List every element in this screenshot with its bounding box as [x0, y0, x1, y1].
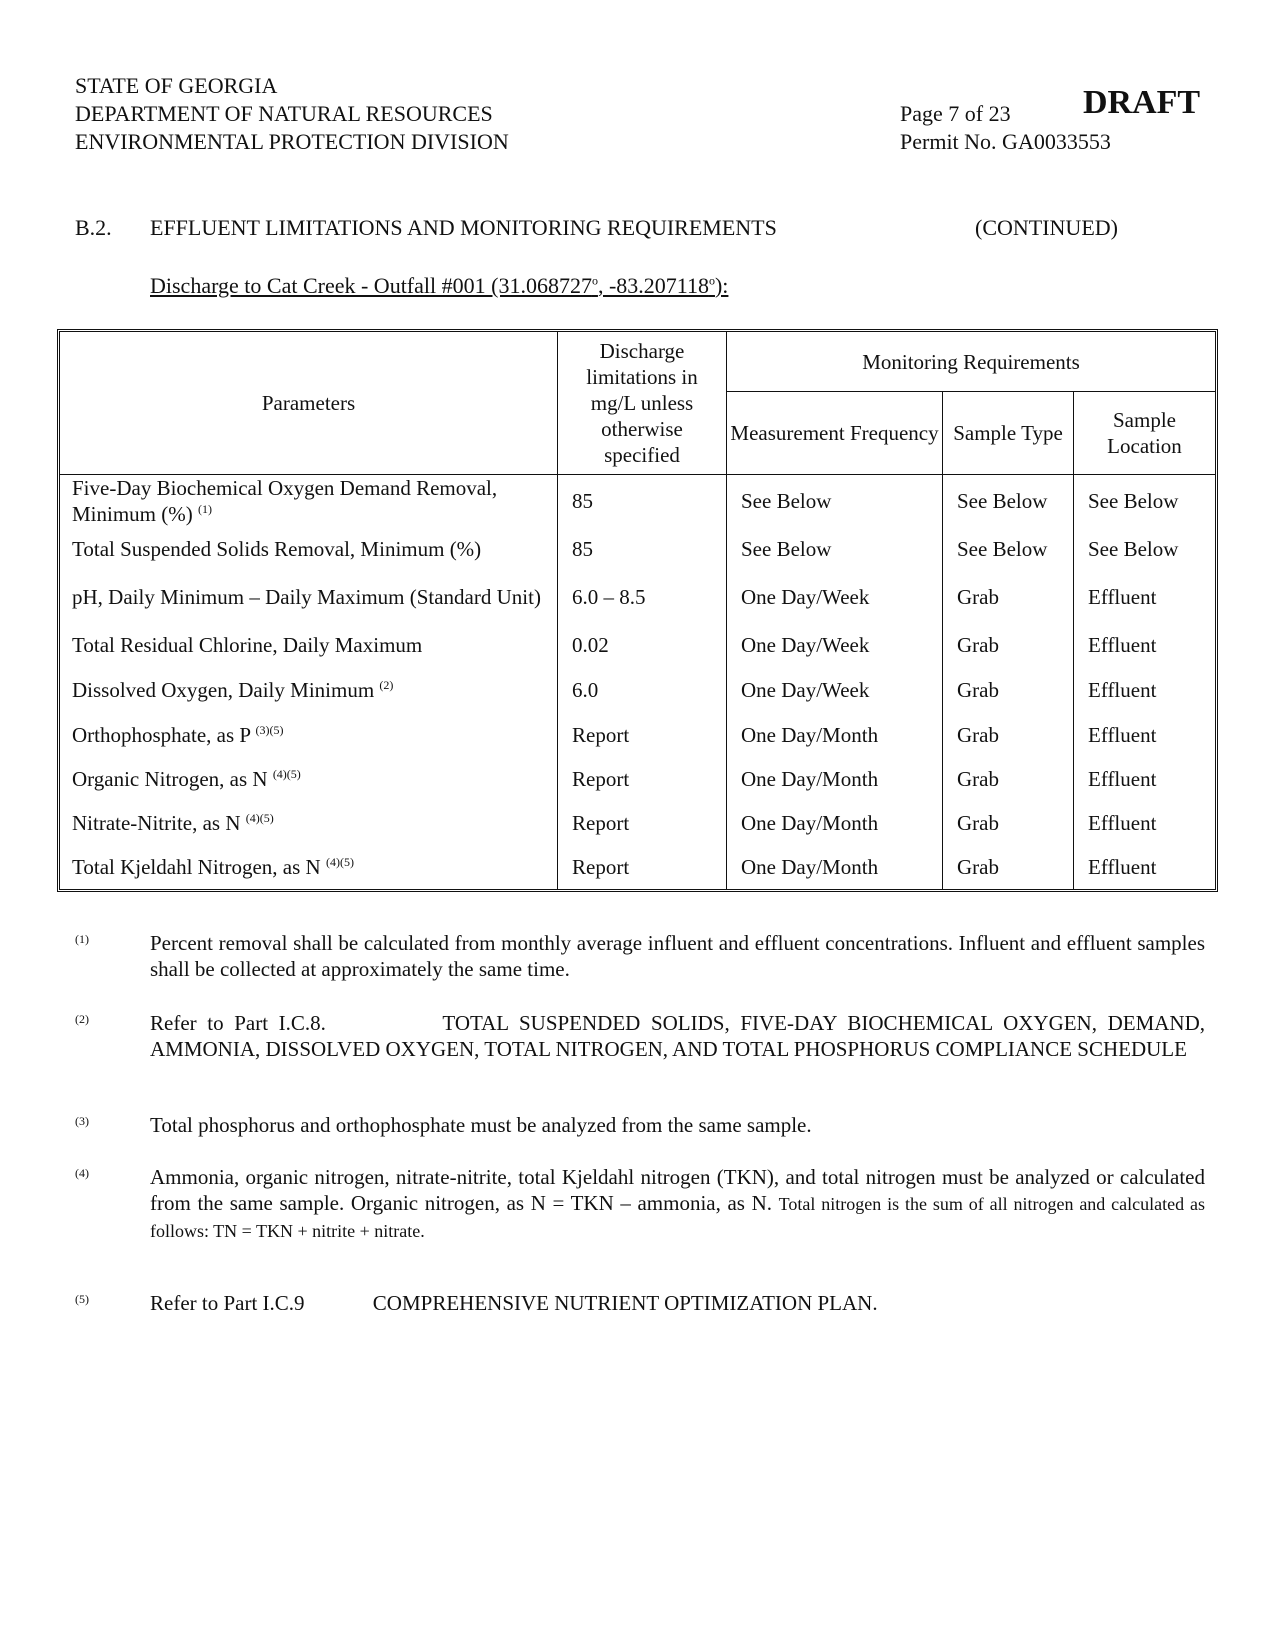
- param-name: Nitrate-Nitrite, as N: [72, 811, 241, 835]
- sample-type-cell: Grab: [943, 713, 1074, 757]
- frequency-cell: One Day/Month: [727, 757, 943, 801]
- footnote-3: [75, 1112, 1205, 1138]
- param-name: Total Kjeldahl Nitrogen, as N: [72, 855, 321, 879]
- page-number: Page 7 of 23: [900, 101, 1011, 126]
- param-name: Total Suspended Solids Removal, Minimum (%): [72, 537, 482, 561]
- footnote-mark: (4): [75, 1166, 89, 1180]
- param-name: Orthophosphate, as P: [72, 723, 251, 747]
- sample-location-cell: Effluent: [1088, 811, 1157, 835]
- footnote-text-small: Total nitrogen is the sum of all nitrogen and calculated as follows: TN = TKN + nitrite + nitrate.: [150, 1194, 1206, 1241]
- footnote-ref: Refer to Part I.C.9: [150, 1291, 305, 1315]
- draft-stamp: DRAFT: [1083, 84, 1201, 121]
- footnote-mark: (3): [75, 1114, 89, 1128]
- footnote-mark: (5): [75, 1292, 89, 1306]
- sample-location-cell: See Below: [1088, 489, 1179, 513]
- param-cell: [60, 475, 558, 527]
- footnote-ref: Refer to Part I.C.8.: [150, 1011, 326, 1035]
- frequency-cell: One Day/Month: [727, 845, 943, 889]
- limit-cell: Report: [558, 713, 727, 757]
- header-discharge-limits: Discharge limitations in mg/L unless otherwise specified: [558, 332, 727, 475]
- header-sample-type: Sample Type: [943, 392, 1074, 475]
- footnote-mark: (1): [75, 932, 89, 946]
- param-cell: [60, 757, 558, 801]
- footnote-ref-mark: (3)(5): [255, 723, 284, 737]
- param-cell: [60, 527, 558, 571]
- table-row: [60, 713, 1215, 757]
- footnote-4: [75, 1164, 1205, 1244]
- table-row: [60, 801, 1215, 845]
- limit-cell: 6.0: [558, 667, 727, 713]
- agency-department: DEPARTMENT OF NATURAL RESOURCES: [75, 101, 493, 126]
- agency-division: ENVIRONMENTAL PROTECTION DIVISION: [75, 129, 509, 154]
- effluent-limits-table: [57, 329, 1218, 892]
- frequency-cell: One Day/Week: [727, 623, 943, 667]
- sample-type-cell: See Below: [943, 475, 1074, 527]
- footnote-5: [75, 1290, 1205, 1316]
- param-name: Total Residual Chlorine, Daily Maximum: [72, 633, 423, 657]
- param-name: Organic Nitrogen, as N: [72, 767, 268, 791]
- sample-type-cell: Grab: [943, 667, 1074, 713]
- param-cell: [60, 845, 558, 889]
- footnote-ref-mark: (2): [379, 678, 394, 692]
- frequency-cell: One Day/Week: [727, 571, 943, 623]
- param-cell: [60, 623, 558, 667]
- footnote-ref-mark: (1): [198, 502, 212, 516]
- sample-type-cell: Grab: [943, 757, 1074, 801]
- sample-location-cell: Effluent: [1088, 767, 1157, 791]
- param-name: Five-Day Biochemical Oxygen Demand Removal, Minimum (%): [72, 476, 498, 526]
- param-name: Dissolved Oxygen, Daily Minimum: [72, 678, 375, 702]
- header-frequency: Measurement Frequency: [727, 392, 943, 475]
- limit-cell: 85: [558, 527, 727, 571]
- limit-cell: Report: [558, 757, 727, 801]
- table-row: [60, 623, 1215, 667]
- agency-block: [75, 72, 509, 156]
- section-number: B.2.: [75, 215, 112, 240]
- agency-state: STATE OF GEORGIA: [75, 73, 278, 98]
- table-row: [60, 845, 1215, 889]
- limit-cell: Report: [558, 801, 727, 845]
- table-row: [60, 757, 1215, 801]
- table-row: [60, 571, 1215, 623]
- limit-cell: 6.0 – 8.5: [558, 571, 727, 623]
- frequency-cell: One Day/Week: [727, 667, 943, 713]
- header-monitoring: Monitoring Requirements: [727, 332, 1215, 392]
- discharge-location: Discharge to Cat Creek - Outfall #001 (31.068727$^o$, -83.207118$^o$):: [150, 273, 729, 298]
- limit-cell: 0.02: [558, 623, 727, 667]
- sample-location-cell: Effluent: [1088, 633, 1157, 657]
- sample-location-cell: Effluent: [1088, 855, 1157, 879]
- header-sample-location: Sample Location: [1074, 392, 1215, 475]
- table-row: [60, 527, 1215, 571]
- sample-type-cell: Grab: [943, 571, 1074, 623]
- limit-cell: 85: [558, 475, 727, 527]
- limit-cell: Report: [558, 845, 727, 889]
- sample-location-cell: Effluent: [1088, 585, 1157, 609]
- footnote-mark: (2): [75, 1012, 89, 1026]
- sample-type-cell: Grab: [943, 801, 1074, 845]
- section-continued: (CONTINUED): [975, 215, 1118, 240]
- footnote-ref-mark: (4)(5): [325, 855, 354, 869]
- footnote-ref-mark: (4)(5): [245, 811, 274, 825]
- sample-location-cell: Effluent: [1088, 723, 1157, 747]
- footnote-text: TOTAL SUSPENDED SOLIDS, FIVE-DAY BIOCHEMICAL OXYGEN, DEMAND, AMMONIA, DISSOLVED OXYGEN, TOTAL NITROGEN, AND TOTAL PHOSPHORUS COMPLIANCE SCHEDULE: [150, 1011, 1206, 1061]
- sample-type-cell: See Below: [943, 527, 1074, 571]
- footnote-2: [75, 1010, 1205, 1062]
- param-cell: [60, 801, 558, 845]
- header-parameters: Parameters: [60, 332, 558, 475]
- footnote-text: Total phosphorus and orthophosphate must be analyzed from the same sample.: [150, 1113, 812, 1137]
- footnote-text: COMPREHENSIVE NUTRIENT OPTIMIZATION PLAN.: [372, 1291, 878, 1315]
- param-cell: [60, 667, 558, 713]
- sample-type-cell: Grab: [943, 623, 1074, 667]
- table-row: [60, 475, 1215, 527]
- param-cell: [60, 571, 558, 623]
- footnote-1: [75, 930, 1205, 982]
- frequency-cell: See Below: [727, 527, 943, 571]
- footnote-text: Ammonia, organic nitrogen, nitrate-nitrite, total Kjeldahl nitrogen (TKN), and total nitrogen must be analyzed or calculated from the same sample. Organic nitrogen, as N = TKN – ammonia, as N.: [150, 1165, 1205, 1215]
- frequency-cell: One Day/Month: [727, 801, 943, 845]
- table-row: [60, 667, 1215, 713]
- param-cell: [60, 713, 558, 757]
- frequency-cell: One Day/Month: [727, 713, 943, 757]
- footnote-text: Percent removal shall be calculated from monthly average influent and effluent concentrations. Influent and effluent samples shall be collected at approximately the same time.: [150, 931, 1205, 981]
- sample-location-cell: See Below: [1088, 537, 1179, 561]
- frequency-cell: See Below: [727, 475, 943, 527]
- sample-type-cell: Grab: [943, 845, 1074, 889]
- footnote-ref-mark: (4)(5): [272, 767, 301, 781]
- sample-location-cell: Effluent: [1088, 678, 1157, 702]
- param-name: pH, Daily Minimum – Daily Maximum (Standard Unit): [72, 585, 541, 609]
- permit-number: Permit No. GA0033553: [900, 129, 1111, 154]
- section-title: EFFLUENT LIMITATIONS AND MONITORING REQUIREMENTS: [150, 215, 777, 240]
